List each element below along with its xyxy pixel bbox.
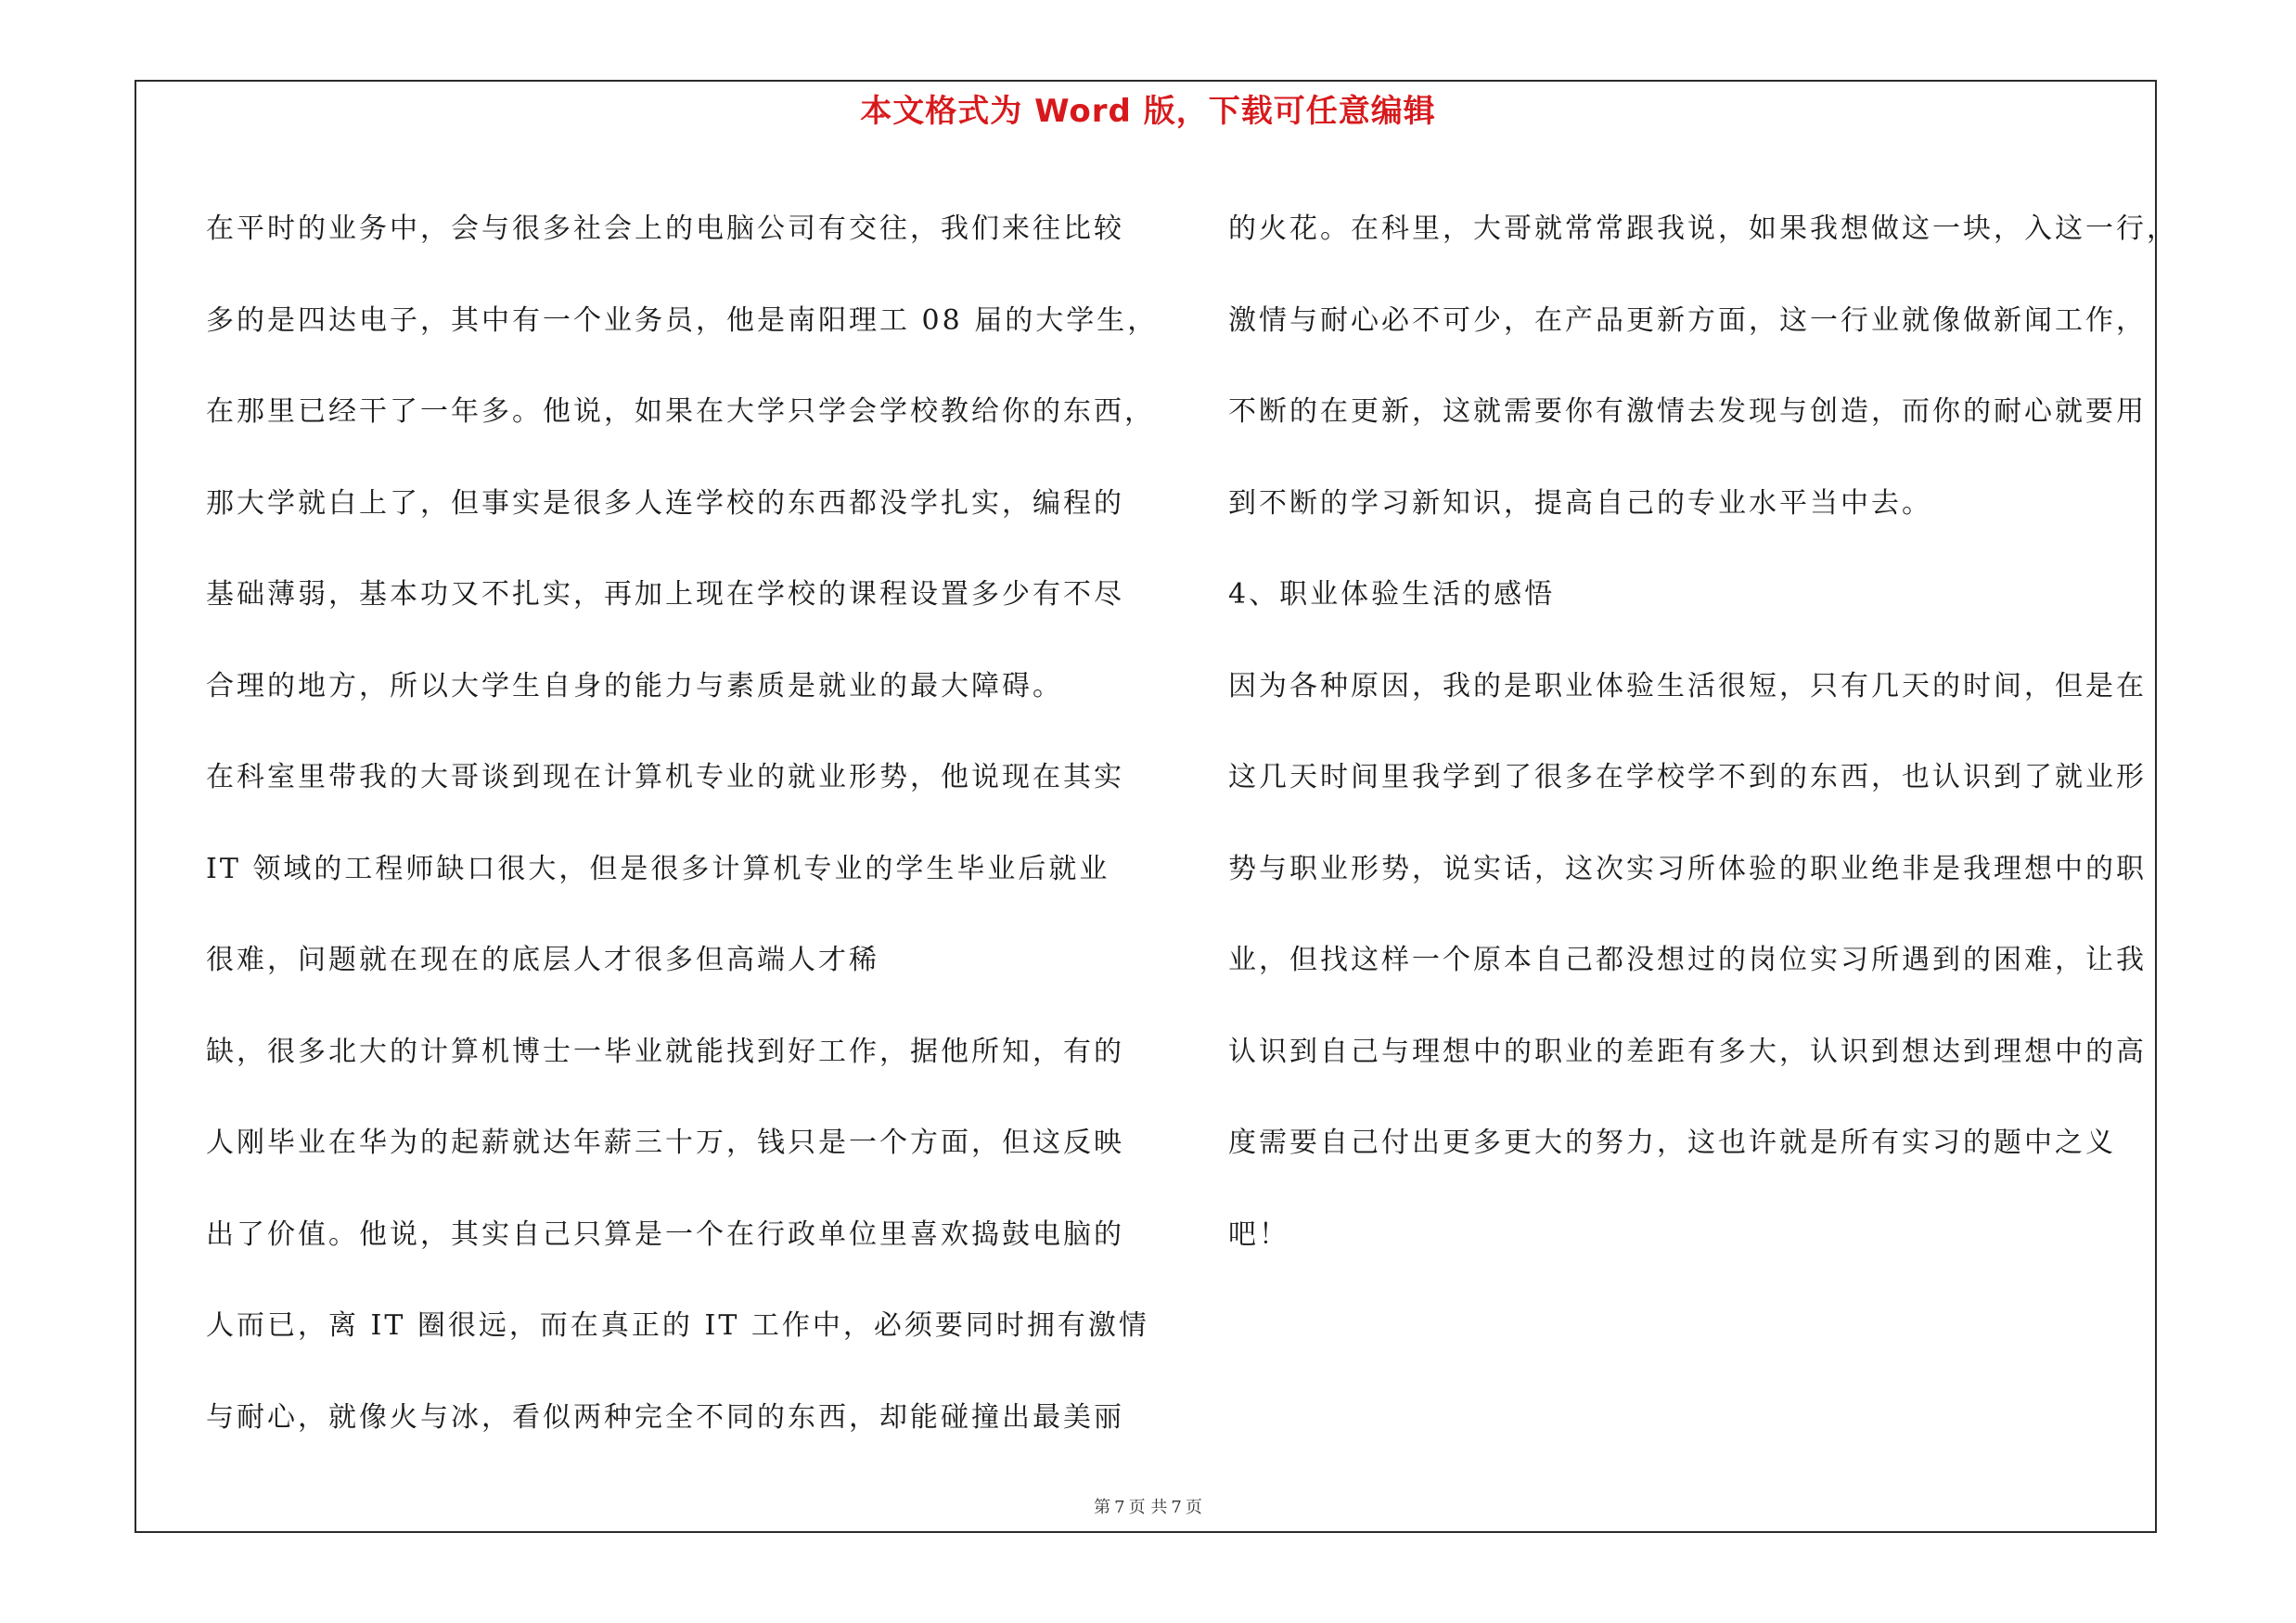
page-number-footer (0, 1494, 2296, 1518)
text-line: 在科室里带我的大哥谈到现在计算机专业的就业形势，他说现在其实 (206, 761, 1124, 793)
text-line: 出了价值。他说，其实自己只算是一个在行政单位里喜欢捣鼓电脑的 (206, 1217, 1124, 1251)
text-line: 不断的在更新，这就需要你有激情去发现与创造，而你的耐心就要用 (1228, 395, 2147, 428)
text-line: 因为各种原因，我的是职业体验生活很短，只有几天的时间，但是在 (1228, 669, 2147, 702)
left-text-column (206, 184, 1159, 1463)
text-line: 在那里已经干了一年多。他说，如果在大学只学会学校教给你的东西， (206, 395, 1155, 428)
text-line: 到不断的学习新知识，提高自己的专业水平当中去。 (1228, 486, 1932, 520)
text-line: 这几天时间里我学到了很多在学校学不到的东西，也认识到了就业形 (1228, 761, 2147, 793)
text-line: 人刚毕业在华为的起薪就达年薪三十万，钱只是一个方面，但这反映 (206, 1127, 1124, 1159)
right-text-column (1228, 184, 2193, 1281)
text-line: 人而已，离 IT 圈很远，而在真正的 IT 工作中，必须要同时拥有激情 (206, 1309, 1149, 1342)
text-line: 势与职业形势，说实话，这次实习所体验的职业绝非是我理想中的职 (1228, 852, 2147, 885)
footer-middle: 页 共 (1128, 1498, 1168, 1517)
format-notice-banner: 本文格式为 Word 版，下载可任意编辑 (860, 93, 1436, 130)
section-heading: 4、职业体验生活的感悟 (1228, 578, 1556, 611)
text-line: 认识到自己与理想中的职业的差距有多大，认识到想达到理想中的高 (1228, 1035, 2147, 1068)
text-line: 缺，很多北大的计算机博士一毕业就能找到好工作，据他所知，有的 (206, 1035, 1124, 1068)
text-line: 合理的地方，所以大学生自身的能力与素质是就业的最大障碍。 (206, 669, 1063, 702)
text-line: 多的是四达电子，其中有一个业务员，他是南阳理工 08 届的大学生， (206, 303, 1159, 337)
footer-suffix: 页 (1185, 1498, 1202, 1517)
text-line: 度需要自己付出更多更大的努力，这也许就是所有实习的题中之义 (1228, 1127, 2116, 1159)
text-line: 基础薄弱，基本功又不扎实，再加上现在学校的课程设置多少有不尽 (206, 578, 1124, 611)
text-line: 的火花。在科里，大哥就常常跟我说，如果我想做这一块，入这一行， (1228, 213, 2177, 245)
text-line: 在平时的业务中，会与很多社会上的电脑公司有交往，我们来往比较 (206, 213, 1124, 245)
text-line: 很难，问题就在现在的底层人才很多但高端人才稀 (206, 944, 879, 976)
text-line: 业，但找这样一个原本自己都没想过的岗位实习所遇到的困难，让我 (1228, 944, 2147, 976)
text-line: 吧！ (1228, 1217, 1289, 1251)
text-line: 激情与耐心必不可少，在产品更新方面，这一行业就像做新闻工作， (1228, 303, 2147, 337)
current-page-number: 7 (1114, 1498, 1125, 1517)
text-line: 与耐心，就像火与冰，看似两种完全不同的东西，却能碰撞出最美丽 (206, 1400, 1124, 1434)
footer-prefix: 第 (1094, 1498, 1111, 1517)
text-line: 那大学就白上了，但事实是很多人连学校的东西都没学扎实，编程的 (206, 486, 1124, 520)
text-line: IT 领域的工程师缺口很大，但是很多计算机专业的学生毕业后就业 (206, 852, 1110, 885)
total-page-count: 7 (1171, 1498, 1182, 1517)
